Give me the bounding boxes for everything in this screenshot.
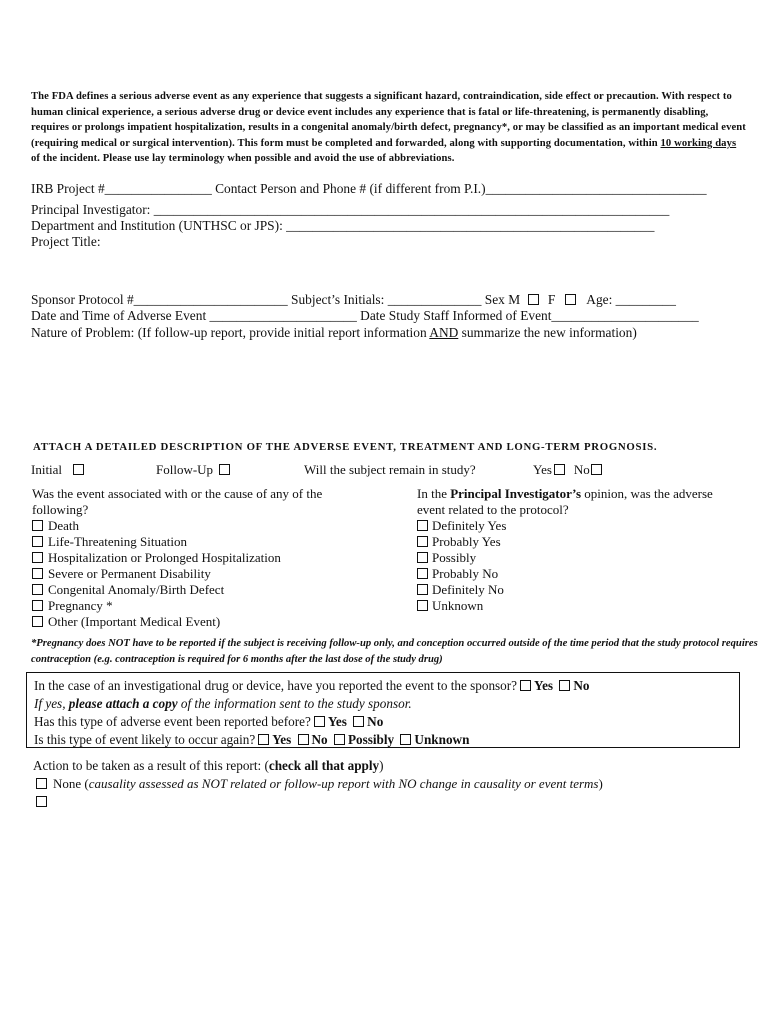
event-cause-option[interactable]: [32, 582, 322, 598]
occur-again-no-label: No: [311, 732, 328, 747]
event-cause-option[interactable]: [32, 518, 322, 534]
initial-label: Initial: [31, 462, 63, 477]
occur-again-unknown-label: Unknown: [414, 732, 470, 747]
nature-prefix: Nature of Problem: (If follow-up report, provide initial report information: [31, 325, 430, 340]
option-label: Other (Important Medical Event): [48, 614, 221, 629]
deadline-text: 10 working days: [660, 137, 737, 149]
event-cause-option[interactable]: [32, 614, 322, 630]
initial-option[interactable]: [31, 462, 84, 478]
sex-m-checkbox[interactable]: [528, 294, 539, 305]
checkbox[interactable]: [32, 552, 43, 563]
option-label: Definitely No: [432, 582, 504, 597]
pi-opinion-option[interactable]: [417, 518, 713, 534]
remain-no-label: No: [573, 462, 590, 477]
sponsor-protocol-row: [31, 292, 676, 308]
action-heading: [33, 758, 384, 774]
pregnancy-note: *Pregnancy does NOT have to be reported if the subject is receiving follow-up only, and conception occurred outside of the time period that the study protocol requires contraception (e.g. contraception is required for 6 months after the last dose of the study drug): [31, 638, 758, 665]
follow-up-label: Follow-Up: [156, 462, 214, 477]
occur-again-unknown-checkbox[interactable]: [400, 734, 411, 745]
pi-bold: Principal Investigator’s: [450, 486, 582, 501]
remain-yes-label: Yes: [533, 462, 552, 477]
reported-before-question: [34, 714, 383, 730]
occur-again-possibly-label: Possibly: [347, 732, 395, 747]
checkbox[interactable]: [32, 520, 43, 531]
attach-copy-text: please attach a copy: [68, 696, 178, 711]
checkbox[interactable]: [417, 520, 428, 531]
pi-opinion-section: [417, 486, 713, 614]
principal-investigator-field[interactable]: Principal Investigator: _____________________________________________________________________________: [31, 202, 670, 217]
nature-and: AND: [429, 325, 459, 340]
reported-before-no-checkbox[interactable]: [353, 716, 364, 727]
attach-heading: ATTACH A DETAILED DESCRIPTION OF THE ADVERSE EVENT, TREATMENT AND LONG-TERM PROGNOSIS.: [33, 441, 658, 453]
pi-opinion-question: [417, 486, 713, 502]
event-cause-option[interactable]: [32, 566, 322, 582]
sponsor-yes-label: Yes: [534, 678, 554, 693]
occur-again-question: [34, 732, 469, 748]
attach-copy-instruction: [34, 696, 412, 712]
q3-text: Is this type of event likely to occur again?: [34, 732, 256, 747]
option-label: Pregnancy *: [48, 598, 113, 613]
occur-again-possibly-checkbox[interactable]: [334, 734, 345, 745]
sex-f-label: F: [547, 292, 556, 307]
sponsor-yes-checkbox[interactable]: [520, 680, 531, 691]
pi-opinion-option[interactable]: [417, 550, 713, 566]
action-none-label: None (: [53, 776, 89, 791]
date-time-field[interactable]: Date and Time of Adverse Event ______________________ Date Study Staff Informed of Event______________________: [31, 308, 699, 323]
event-cause-question: Was the event associated with or the cause of any of the: [32, 486, 323, 501]
checkbox[interactable]: [417, 568, 428, 579]
action-other-checkbox[interactable]: [36, 796, 47, 807]
sponsor-report-box: [26, 672, 740, 748]
sponsor-no-checkbox[interactable]: [559, 680, 570, 691]
action-none-checkbox[interactable]: [36, 778, 47, 789]
option-label: Definitely Yes: [432, 518, 507, 533]
reported-before-yes-checkbox[interactable]: [314, 716, 325, 727]
age-field[interactable]: Age: _________: [586, 292, 676, 307]
checkbox[interactable]: [32, 536, 43, 547]
q1-text: In the case of an investigational drug or device, have you reported the event to the sponsor?: [34, 678, 518, 693]
action-bold: check all that apply: [268, 758, 380, 773]
checkbox[interactable]: [32, 600, 43, 611]
project-title-field[interactable]: Project Title:: [31, 234, 101, 249]
action-none-option[interactable]: [36, 776, 603, 792]
checkbox[interactable]: [417, 600, 428, 611]
nature-of-problem-label[interactable]: [31, 325, 637, 341]
event-cause-option[interactable]: [32, 550, 322, 566]
remain-no-checkbox[interactable]: [591, 464, 602, 475]
action-prefix: Action to be taken as a result of this report: (: [33, 758, 269, 773]
occur-again-yes-label: Yes: [272, 732, 292, 747]
sponsor-no-label: No: [573, 678, 590, 693]
action-none-detail: causality assessed as NOT related or follow-up report with NO change in causality or event terms: [88, 776, 599, 791]
intro-text: The FDA defines a serious adverse event as any experience that suggests a significant hazard, contraindication, side effect or precaution. With respect to human clinical experience, a serious adverse drug or device event includes any experience that is fatal or life-threatening, is permanently disabling, requires or prolongs impatient hospitalization, results in a congenital anomaly/birth defect, pregnancy*, or may be classified as an important medical event (requiring medical or surgical intervention). This form must be completed and forwarded, along with supporting documentation, within: [31, 91, 746, 149]
sex-f-checkbox[interactable]: [565, 294, 576, 305]
event-cause-option[interactable]: [32, 598, 322, 614]
option-label: Possibly: [432, 550, 477, 565]
option-label: Congenital Anomaly/Birth Defect: [48, 582, 225, 597]
reported-before-no-label: No: [367, 714, 384, 729]
follow-up-checkbox[interactable]: [219, 464, 230, 475]
checkbox[interactable]: [32, 568, 43, 579]
remain-yes-checkbox[interactable]: [554, 464, 565, 475]
sponsor-report-question: [34, 678, 589, 694]
event-cause-question-2: following?: [32, 502, 89, 517]
pi-opinion-option[interactable]: [417, 582, 713, 598]
irb-project-field[interactable]: IRB Project #________________ Contact Person and Phone # (if different from P.I.)_________________________________: [31, 181, 707, 196]
remain-yes-option[interactable]: [533, 462, 602, 478]
action-none-close: ): [598, 776, 603, 791]
pi-opinion-question-2: event related to the protocol?: [417, 502, 569, 517]
pi-prefix: In the: [417, 486, 451, 501]
intro-text-end: of the incident. Please use lay terminology when possible and avoid the use of abbreviations.: [31, 153, 455, 165]
checkbox[interactable]: [417, 552, 428, 563]
initial-checkbox[interactable]: [73, 464, 84, 475]
department-field[interactable]: Department and Institution (UNTHSC or JPS): _______________________________________________________: [31, 218, 655, 233]
intro-paragraph: [31, 89, 747, 167]
pi-opinion-option[interactable]: [417, 598, 713, 614]
if-yes-text: If yes,: [34, 696, 69, 711]
option-label: Probably Yes: [432, 534, 501, 549]
checkbox[interactable]: [32, 616, 43, 627]
follow-up-option[interactable]: [156, 462, 230, 478]
action-suffix: ): [379, 758, 384, 773]
remain-question: Will the subject remain in study?: [304, 462, 476, 477]
occur-again-yes-checkbox[interactable]: [258, 734, 269, 745]
pi-opinion-option[interactable]: [417, 566, 713, 582]
nature-suffix: summarize the new information): [458, 325, 637, 340]
action-other-option[interactable]: [36, 793, 47, 811]
sponsor-protocol-field[interactable]: Sponsor Protocol #_______________________ Subject’s Initials: ______________ Sex M: [31, 292, 521, 307]
option-label: Severe or Permanent Disability: [48, 566, 211, 581]
pi-suffix: opinion, was the adverse: [581, 486, 713, 501]
event-cause-option[interactable]: [32, 534, 322, 550]
checkbox[interactable]: [417, 536, 428, 547]
option-label: Death: [48, 518, 80, 533]
q2-text: Has this type of adverse event been reported before?: [34, 714, 311, 729]
checkbox[interactable]: [32, 584, 43, 595]
option-label: Life-Threatening Situation: [48, 534, 187, 549]
option-label: Hospitalization or Prolonged Hospitalization: [48, 550, 281, 565]
checkbox[interactable]: [417, 584, 428, 595]
option-label: Probably No: [432, 566, 499, 581]
pi-opinion-option[interactable]: [417, 534, 713, 550]
reported-before-yes-label: Yes: [327, 714, 347, 729]
option-label: Unknown: [432, 598, 484, 613]
attach-rest-text: of the information sent to the study sponsor.: [177, 696, 412, 711]
event-cause-section: [32, 486, 322, 630]
occur-again-no-checkbox[interactable]: [298, 734, 309, 745]
